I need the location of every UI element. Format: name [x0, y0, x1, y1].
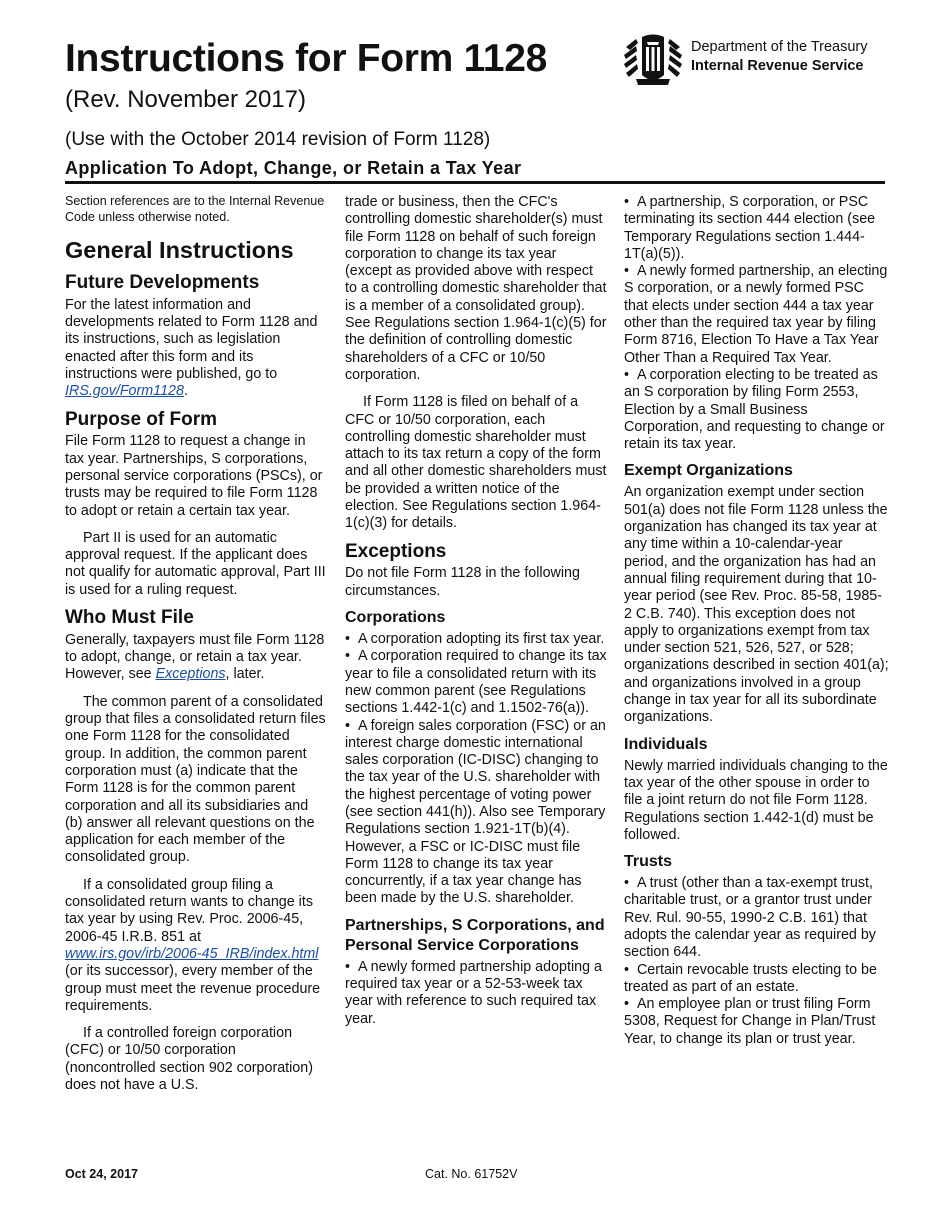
- partnerships-bullet-4: • A corporation electing to be treated as an S corporation by filing Form 2553, Election by a Small Business Corporation, and requesting to change or retain its tax year.: [624, 367, 889, 453]
- who-must-file-paragraph-4: If a controlled foreign corporation (CFC) or 10/50 corporation (noncontrolled section 902 corporation) does not have a U.S.: [65, 1025, 313, 1093]
- who-must-file-paragraph-2: The common parent of a consolidated group that files a consolidated return files one Form 1128 for the consolidated group. In addition, the common parent corporation must (a) indicate that the Form 1128 is for the common parent corporation and all its subsidiaries and (b) answer all relevant questions on the application for each member of the consolidated group.: [65, 693, 326, 866]
- partnerships-heading: Partnerships, S Corporations, and Personal Service Corporations: [345, 916, 605, 954]
- document-title: Instructions for Form 1128: [65, 37, 547, 80]
- cfc-notice-paragraph: If Form 1128 is filed on behalf of a CFC or 10/50 corporation, each controlling domestic shareholder must attach to its tax return a copy of the form and all other domestic shareholders must be provided a written notice of the election. See Regulations section 1.964-1(c)(3) for details.: [345, 394, 607, 532]
- partnerships-bullet-1: • A newly formed partnership adopting a required tax year or a 52-53-week tax year with reference to such required tax year.: [345, 959, 607, 1028]
- future-developments-text: For the latest information and developments related to Form 1128 and its instructions, such as legislation enacted after this form and its instructions were published, go to IRS.gov/Form1128.: [65, 296, 318, 400]
- purpose-of-form-heading: Purpose of Form: [65, 408, 218, 430]
- agency-irs: Internal Revenue Service: [691, 58, 864, 74]
- trusts-bullet-2: • Certain revocable trusts electing to be treated as part of an estate.: [624, 962, 889, 997]
- irs-form1128-link[interactable]: IRS.gov/Form1128: [65, 383, 184, 400]
- section-references-note: Section references are to the Internal Revenue Code unless otherwise noted.: [65, 194, 325, 224]
- individuals-heading: Individuals: [624, 735, 708, 753]
- column-3: [624, 194, 889, 1048]
- purpose-paragraph-2: Part II is used for an automatic approval request. If the applicant does not qualify for automatic approval, Part III is used for a ruling request.: [65, 529, 326, 598]
- partnerships-bullet-2: • A partnership, S corporation, or PSC terminating its section 444 election (see Temporary Regulations section 1.444-1T(a)(5)).: [624, 194, 889, 263]
- trusts-heading: Trusts: [624, 853, 673, 871]
- general-instructions-heading: General Instructions: [65, 237, 294, 263]
- exceptions-link[interactable]: Exceptions: [155, 666, 226, 683]
- footer-date: Oct 24, 2017: [65, 1167, 138, 1181]
- exempt-organizations-heading: Exempt Organizations: [624, 462, 793, 480]
- trusts-bullet-3: • An employee plan or trust filing Form 5308, Request for Change in Plan/Trust Year, to change its plan or trust year.: [624, 996, 889, 1048]
- corporations-bullet-3: • A foreign sales corporation (FSC) or an interest charge domestic international sales corporation (IC-DISC) changing to the tax year of the U.S. shareholder with the highest percentage of voting power (see section 441(h)). Also see Temporary Regulations section 1.921-1T(b)(4). However, a FSC or IC-DISC must file Form 1128 to change its tax year concurrently, if a tax year change has been made by the U.S. shareholder.: [345, 718, 607, 908]
- footer-catalog-number: Cat. No. 61752V: [425, 1167, 518, 1181]
- exceptions-heading: Exceptions: [345, 540, 447, 562]
- individuals-text: Newly married individuals changing to the tax year of the other spouse in order to file a joint return do not file Form 1128. Regulations section 1.442-1(d) must be followed.: [624, 757, 888, 843]
- who-must-file-paragraph-1: Generally, taxpayers must file Form 1128 to adopt, change, or retain a tax year. However, see Exceptions, later.: [65, 631, 325, 683]
- form-subtitle: Application To Adopt, Change, or Retain a Tax Year: [65, 158, 522, 178]
- corporations-heading: Corporations: [345, 609, 446, 627]
- purpose-paragraph-1: File Form 1128 to request a change in tax year. Partnerships, S corporations, personal service corporations (PSCs), or trusts may be required to file Form 1128 to adopt or retain a certain tax year.: [65, 433, 323, 519]
- revision-date: (Rev. November 2017): [65, 86, 306, 113]
- use-with-note: (Use with the October 2014 revision of Form 1128): [65, 129, 491, 150]
- exceptions-intro: Do not file Form 1128 in the following circumstances.: [345, 565, 580, 599]
- agency-name: [691, 38, 868, 76]
- cfc-paragraph: trade or business, then the CFC's controlling domestic shareholder(s) must file Form 1128 on behalf of such foreign corporation to change its tax year (except as provided above with respect to a controlling domestic shareholder that is a member of a consolidated group). See Regulations section 1.964-1(c)(5) for the definition of controlling domestic shareholders of a CFC or 10/50 corporation.: [345, 194, 607, 383]
- agency-department: Department of the Treasury: [691, 39, 868, 55]
- rev-proc-link[interactable]: www.irs.gov/irb/2006-45_IRB/index.html: [65, 945, 319, 962]
- exempt-organizations-text: An organization exempt under section 501(a) does not file Form 1128 unless the organization has changed its tax year at any time within a 10-calendar-year period, and the organization has had an annual filing requirement during that 10-year period (see Rev. Proc. 85-58, 1985-2 C.B. 740). This exception does not apply to organizations exempt from tax under section 521, 526, 527, or 528; organizations described in section 401(a); and organizations involved in a group change in tax year for all its subordinate organizations.: [624, 484, 889, 726]
- partnerships-bullet-3: • A newly formed partnership, an electing S corporation, or a newly formed PSC that elects under section 444 a tax year other than the required tax year by filing Form 8716, Election To Have a Tax Year Other Than a Required Tax Year.: [624, 263, 889, 367]
- corporations-bullet-1: • A corporation adopting its first tax year.: [345, 631, 607, 648]
- who-must-file-heading: Who Must File: [65, 607, 194, 629]
- corporations-bullet-2: • A corporation required to change its tax year to file a consolidated return with its new common parent (see Regulations sections 1.442-1(c) and 1.1502-76(a)).: [345, 648, 607, 717]
- trusts-bullet-1: • A trust (other than a tax-exempt trust, charitable trust, or a grantor trust under Rev. Rul. 90-55, 1990-2 C.B. 161) that adopts the calendar year as required by section 644.: [624, 875, 889, 961]
- column-1: [65, 194, 327, 1094]
- header-rule: [65, 181, 885, 184]
- who-must-file-paragraph-3: If a consolidated group filing a consolidated return wants to change its tax year by using Rev. Proc. 2006-45, 2006-45 I.R.B. 851 at www.irs.gov/irb/2006-45_IRB/index.html (or its successor), every member of the group must meet the revenue procedure requirements.: [65, 876, 321, 1014]
- irs-eagle-logo-icon: [622, 33, 684, 87]
- future-developments-heading: Future Developments: [65, 272, 260, 294]
- column-2: [345, 194, 607, 1028]
